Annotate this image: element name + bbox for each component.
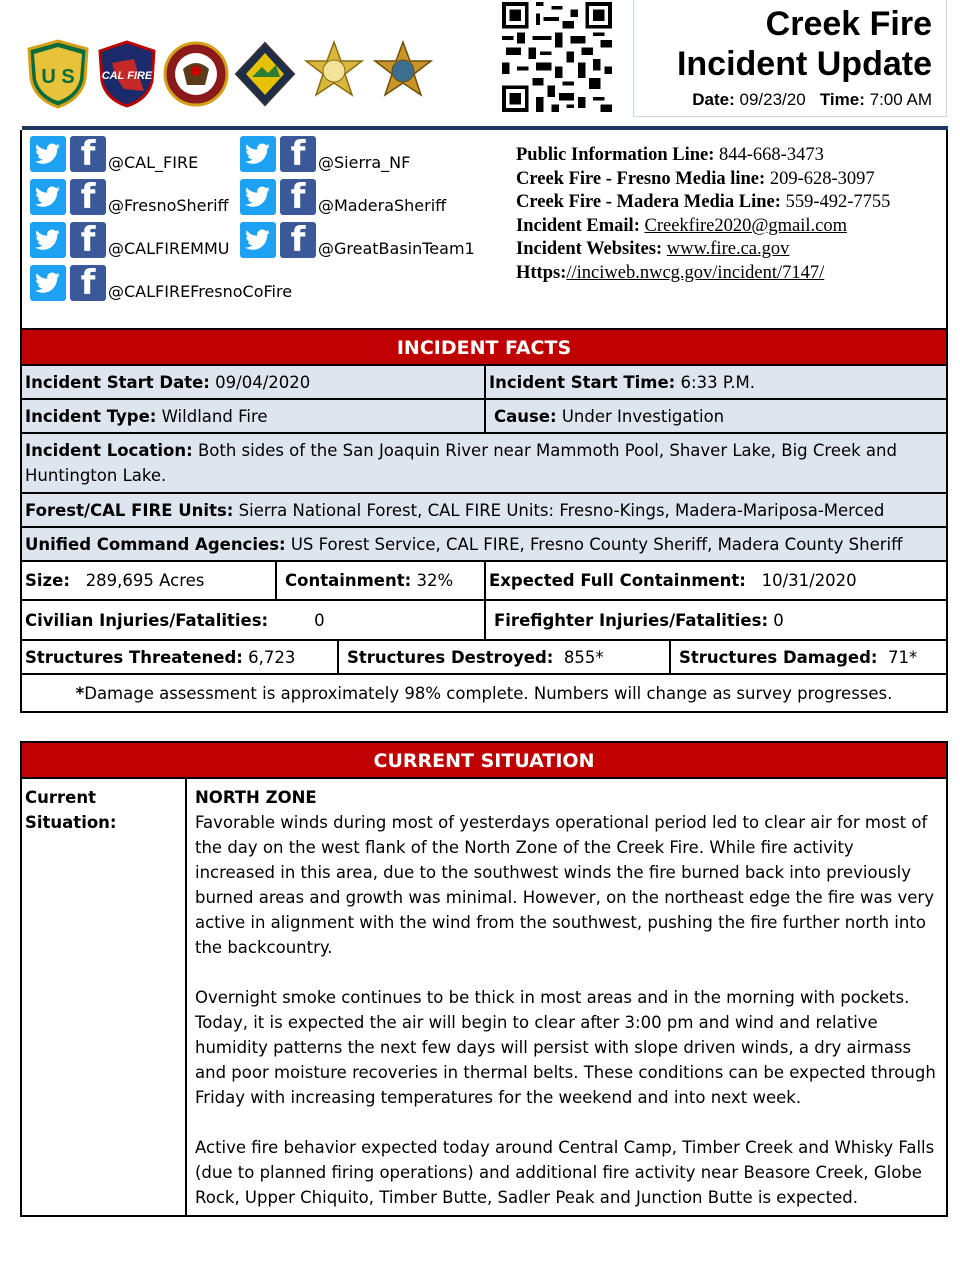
social-handle[interactable]: @FresnoSheriff [108, 196, 229, 215]
facebook-icon[interactable]: f [70, 222, 106, 258]
start-time-cell [484, 366, 946, 398]
public-info-label: Public Information Line: [516, 145, 715, 165]
date-value: 09/23/20 [739, 90, 806, 109]
structures-threatened-label: Structures Threatened: [25, 647, 243, 667]
location-row [22, 434, 946, 494]
agencies-cell [22, 528, 946, 560]
start-date-value: 09/04/2020 [215, 372, 311, 392]
date-label: Date: [692, 90, 735, 109]
current-situation-table [20, 741, 948, 1217]
current-situation-body [22, 779, 946, 1215]
forest-service-logo [24, 38, 91, 110]
madera-sheriff-star [369, 38, 436, 110]
civilian-injuries-value: 0 [314, 610, 325, 630]
location-cell [22, 434, 946, 492]
containment-label: Containment: [285, 571, 412, 590]
cause-value: Under Investigation [561, 406, 725, 426]
agencies-value: US Forest Service, CAL FIRE, Fresno County Sheriff, Madera County Sheriff [290, 534, 903, 554]
facebook-icon[interactable]: f [70, 265, 106, 301]
twitter-icon[interactable] [30, 265, 66, 301]
current-situation-heading: CURRENT SITUATION [22, 743, 946, 779]
situation-paragraph: Overnight smoke continues to be thick in most areas and in the morning with pockets. Today, it is expected the air will begin to clear after 3:00 pm and wind and relative humidity patterns the next few days will persist with slope driven winds, a dry airmass and poor moisture recoveries in thermal belts. These conditions can be expected through Friday with increasing temperatures for the weekend and into next week. [195, 988, 936, 1107]
damage-note [22, 675, 946, 711]
civilian-injuries-cell [22, 601, 484, 639]
fresno-media-value[interactable]: 209-628-3097 [769, 168, 875, 189]
structures-destroyed-cell [337, 641, 669, 673]
incident-type-label: Incident Type: [25, 406, 157, 426]
social-fresno-sheriff[interactable] [30, 179, 229, 215]
size-cell [22, 562, 275, 599]
injuries-row [22, 601, 946, 641]
contact-section [20, 130, 948, 328]
firefighter-injuries-label: Firefighter Injuries/Fatalities: [494, 610, 769, 630]
social-handle[interactable]: @MaderaSheriff [318, 196, 447, 215]
start-date-cell [22, 366, 484, 398]
agencies-label: Unified Command Agencies: [25, 534, 286, 554]
start-time-value: 6:33 P.M. [680, 372, 755, 392]
incident-type-cell [22, 400, 484, 432]
firefighter-injuries-value: 0 [773, 610, 784, 630]
public-info-line [516, 144, 890, 168]
fresno-sheriff-star [300, 38, 367, 110]
type-row [22, 400, 946, 434]
start-row [22, 366, 946, 400]
madera-media-value[interactable]: 559-492-7755 [785, 192, 891, 212]
facebook-icon[interactable]: f [280, 136, 316, 172]
twitter-icon[interactable] [30, 136, 66, 172]
size-value: 289,695 Acres [85, 571, 205, 590]
incident-type-value: Wildland Fire [161, 406, 268, 426]
incident-email-line [516, 215, 890, 239]
units-value: Sierra National Forest, CAL FIRE Units: Fresno-Kings, Madera-Mariposa-Merced [238, 500, 885, 520]
social-calfire-mmu[interactable] [30, 222, 230, 258]
current-situation-label: Current Situation: [22, 779, 187, 1215]
twitter-icon[interactable] [30, 222, 66, 258]
madera-media-label: Creek Fire - Madera Media Line: [516, 192, 781, 212]
date-time-line [634, 90, 932, 110]
social-great-basin-team[interactable] [240, 222, 475, 258]
agency-logos [24, 38, 436, 110]
current-situation-text [187, 779, 946, 1215]
structures-damaged-value: 71* [888, 647, 918, 667]
containment-value: 32% [416, 571, 454, 590]
units-cell [22, 494, 946, 526]
expected-containment-cell [484, 562, 946, 599]
incident-email-link[interactable]: Creekfire2020@gmail.com [644, 215, 847, 236]
inciweb-link[interactable]: //inciweb.nwcg.gov/incident/7147/ [566, 262, 825, 283]
social-cal-fire[interactable] [30, 136, 198, 172]
structures-threatened-cell [22, 641, 337, 673]
facebook-icon[interactable]: f [70, 136, 106, 172]
situation-paragraph: Active fire behavior expected today around Central Camp, Timber Creek and Whisky Falls (due to planned firing operations) and additional fire activity near Beasore Creek, Globe Rock, Upper Chiquito, Timber Butte, Sadler Peak and Junction Butte is expected. [195, 1138, 935, 1207]
damage-note-star: * [75, 683, 85, 703]
structures-damaged-cell [669, 641, 946, 673]
structures-row [22, 641, 946, 675]
cal-fire-text: CAL FIRE [101, 70, 152, 82]
facebook-icon[interactable]: f [280, 222, 316, 258]
twitter-icon[interactable] [240, 136, 276, 172]
contact-info [516, 144, 890, 285]
fresno-media-label: Creek Fire - Fresno Media line: [516, 168, 766, 189]
firefighter-injuries-cell [484, 601, 946, 639]
start-time-label: Incident Start Time: [489, 372, 676, 392]
fire-ca-gov-link[interactable]: www.fire.ca.gov [666, 239, 790, 259]
size-label: Size: [25, 571, 70, 590]
situation-paragraph: Favorable winds during most of yesterdays operational period led to clear air for most of the day on the west flank of the North Zone of the Creek Fire. While fire activity increased in this area, due to the southwest winds the fire burned back into previously burned areas and growth was minimal. However, on the northeast edge the fire was very active in alignment with the wind from the southwest, pushing the fire further north into the backcountry. [195, 813, 934, 957]
structures-destroyed-label: Structures Destroyed: [347, 647, 554, 667]
time-label: Time: [819, 90, 865, 109]
social-handle[interactable]: @CALFIREFresnoCoFire [108, 282, 293, 301]
size-row [22, 562, 946, 601]
madera-media-line [516, 191, 890, 215]
title-box [633, 0, 947, 117]
inciweb-line [516, 262, 890, 286]
title-line-1: Creek Fire [765, 5, 932, 43]
damage-note-row [22, 675, 946, 711]
twitter-icon[interactable] [30, 179, 66, 215]
social-handle[interactable]: @Sierra_NF [318, 153, 411, 172]
zone-heading: NORTH ZONE [195, 788, 317, 807]
units-label: Forest/CAL FIRE Units: [25, 500, 234, 520]
fresno-media-line [516, 168, 890, 192]
social-handle[interactable]: @CAL_FIRE [108, 153, 199, 172]
title-line-2: Incident Update [676, 45, 932, 83]
expected-containment-label: Expected Full Containment: [489, 571, 746, 590]
social-calfire-fresno[interactable] [30, 265, 292, 301]
structures-threatened-value: 6,723 [248, 647, 296, 667]
cause-label: Cause: [494, 406, 557, 426]
expected-containment-value: 10/31/2020 [761, 571, 857, 590]
inciweb-prefix: Https: [516, 262, 567, 283]
cal-fire-logo [93, 38, 160, 110]
location-value: Both sides of the San Joaquin River near Mammoth Pool, Shaver Lake, Big Creek and Huntington Lake. [25, 441, 897, 485]
facebook-icon[interactable]: f [70, 179, 106, 215]
facebook-icon[interactable]: f [280, 179, 316, 215]
containment-cell [275, 562, 484, 599]
social-handle[interactable]: @CALFIREMMU [108, 239, 230, 258]
twitter-icon[interactable] [240, 222, 276, 258]
agencies-row [22, 528, 946, 562]
great-basin-team-logo [231, 38, 298, 110]
units-row [22, 494, 946, 528]
forest-service-text: U S [40, 66, 75, 88]
incident-facts-heading: INCIDENT FACTS [22, 330, 946, 366]
social-handle[interactable]: @GreatBasinTeam1 [318, 239, 475, 258]
social-sierra-nf[interactable] [240, 136, 410, 172]
twitter-icon[interactable] [240, 179, 276, 215]
incident-email-label: Incident Email: [516, 215, 640, 236]
cause-cell [484, 400, 946, 432]
structures-destroyed-value: 855* [563, 647, 604, 667]
public-info-value[interactable]: 844-668-3473 [719, 145, 824, 165]
incident-websites-line [516, 238, 890, 262]
damage-note-text: Damage assessment is approximately 98% complete. Numbers will change as survey progresses. [84, 683, 893, 703]
structures-damaged-label: Structures Damaged: [679, 647, 878, 667]
location-label: Incident Location: [25, 441, 193, 460]
start-date-label: Incident Start Date: [25, 372, 210, 392]
qr-code[interactable] [500, 2, 614, 112]
time-value: 7:00 AM [869, 90, 932, 109]
civilian-injuries-label: Civilian Injuries/Fatalities: [25, 610, 269, 630]
incident-websites-label: Incident Websites: [516, 239, 663, 259]
office-of-emergency-services-seal [162, 38, 229, 110]
social-madera-sheriff[interactable] [240, 179, 446, 215]
incident-facts-table [20, 328, 948, 713]
